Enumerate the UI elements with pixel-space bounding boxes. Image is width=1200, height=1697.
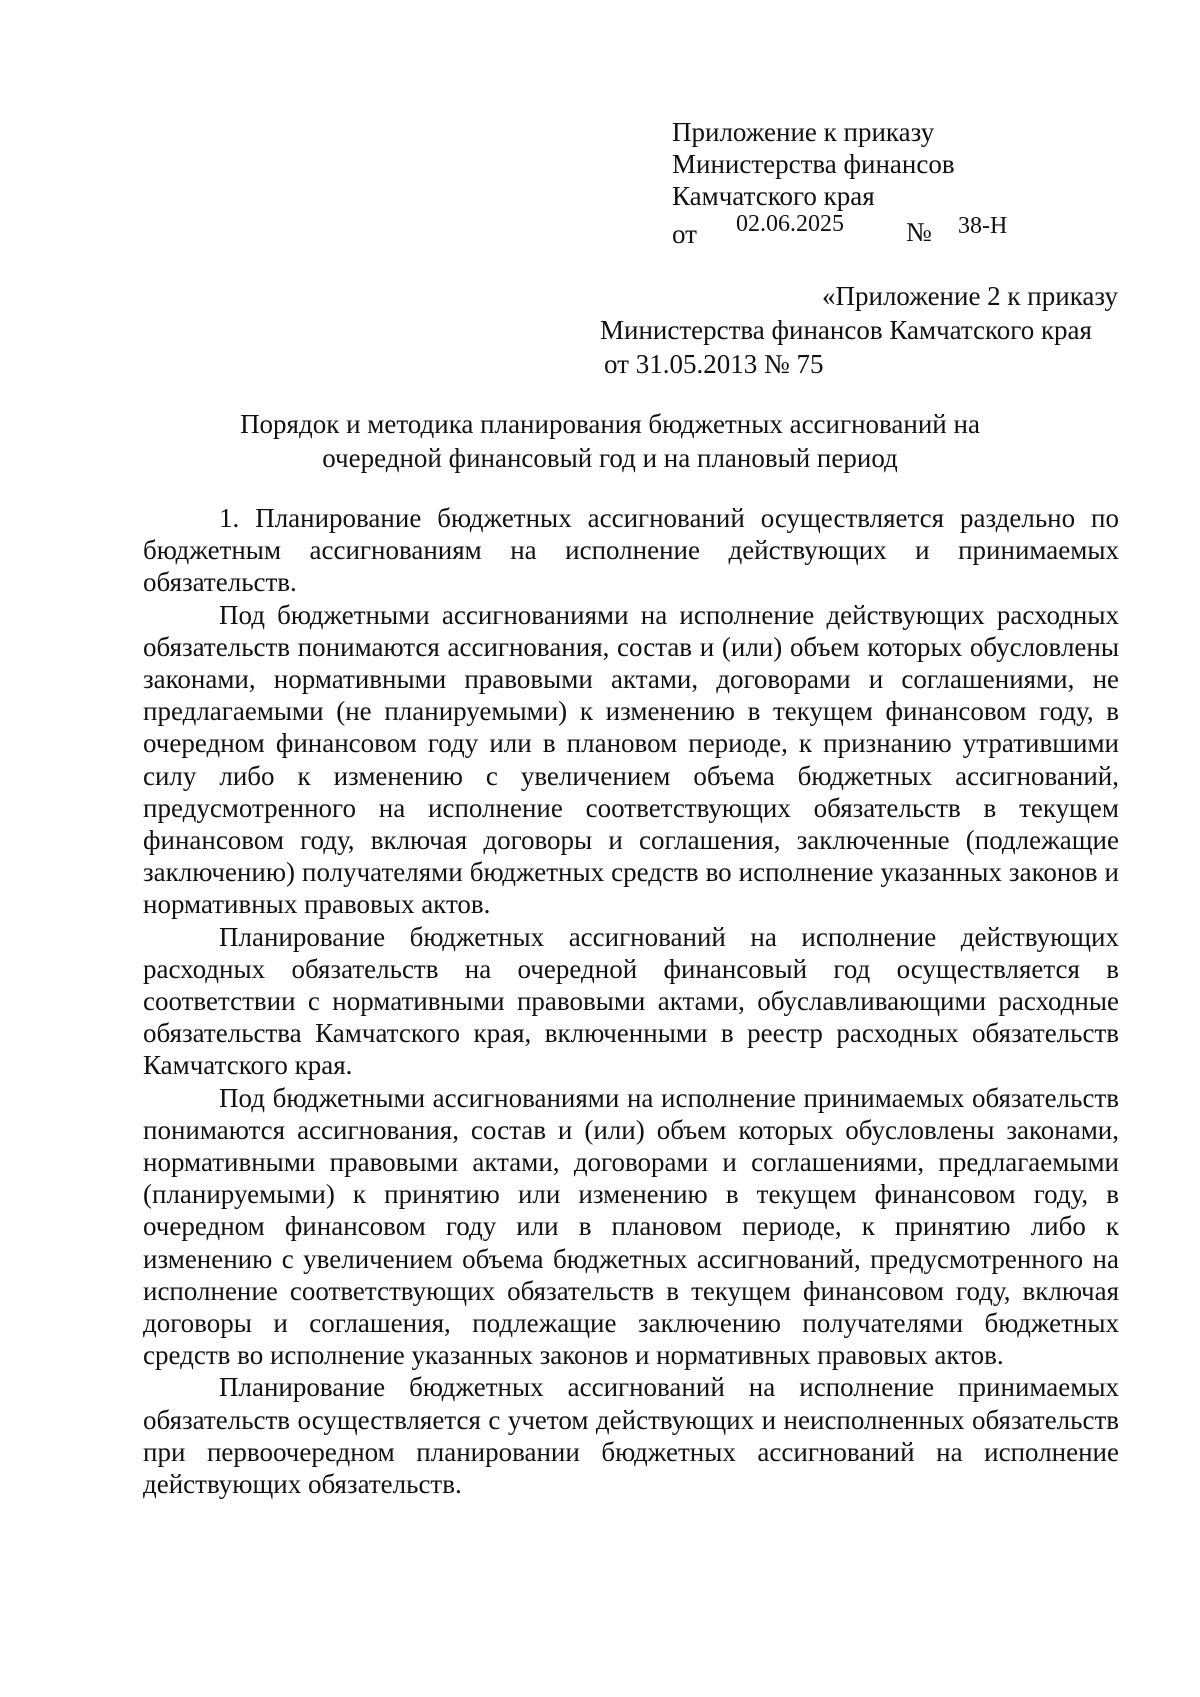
- order-appendix-header: [672, 116, 1092, 212]
- order-date-number-line: [672, 211, 1092, 249]
- header-line-1: Приложение к приказу: [672, 117, 935, 147]
- document-body: [143, 502, 1119, 1500]
- header-line-2: Министерства финансов: [672, 149, 955, 179]
- paragraph-4: Под бюджетными ассигнованиями на исполнение принимаемых обязательств понимаются ассигнования, состав и (или) объем которых обусловлены законами, нормативными правовыми актами, договорами и соглашениями, предлагаемыми (планируемыми) к принятию или изменению в текущем финансовом году, в очередном финансовом году или в плановом периоде, к принятию либо к изменению с увеличением объема бюджетных ассигнований, предусмотренного на исполнение соответствующих обязательств в текущем финансовом году, включая договоры и соглашения, подлежащие заключению получателями бюджетных средств во исполнение указанных законов и нормативных правовых актов.: [143, 1082, 1119, 1371]
- reference-appendix: [560, 279, 1120, 381]
- reference-line-2: Министерства финансов Камчатского края: [600, 315, 1092, 345]
- reference-line-3: от 31.05.2013 № 75: [604, 349, 824, 379]
- reference-line-1: «Приложение 2 к приказу: [822, 281, 1118, 311]
- paragraph-5: Планирование бюджетных ассигнований на исполнение принимаемых обязательств осуществляется с учетом действующих и неисполненных обязательств при первоочередном планировании бюджетных ассигнований на исполнение действующих обязательств.: [143, 1372, 1119, 1500]
- ot-label: от: [672, 219, 697, 249]
- paragraph-3: Планирование бюджетных ассигнований на исполнение действующих расходных обязательств на очередной финансовый год осуществляется в соответствии с нормативными правовыми актами, обуславливающими расходные обязательства Камчатского края, включенными в реестр расходных обязательств Камчатского края.: [143, 921, 1119, 1081]
- order-date: 02.06.2025: [736, 211, 844, 237]
- paragraph-1: 1. Планирование бюджетных ассигнований осуществляется раздельно по бюджетным ассигнованиям на исполнение действующих и принимаемых обязательств.: [143, 503, 1119, 598]
- header-line-3: Камчатского края: [672, 181, 875, 211]
- order-number: 38-Н: [958, 213, 1008, 239]
- title-line-2: очередной финансовый год и на плановый период: [322, 443, 898, 473]
- number-sign: №: [906, 217, 932, 247]
- document-title: [140, 407, 1080, 475]
- paragraph-2: Под бюджетными ассигнованиями на исполнение действующих расходных обязательств понимаются ассигнования, состав и (или) объем которых обусловлены законами, нормативными правовыми актами, договорами и соглашениями, не предлагаемыми (не планируемыми) к изменению в текущем финансовом году, в очередном финансовом году или в плановом периоде, к признанию утратившими силу либо к изменению с увеличением объема бюджетных ассигнований, предусмотренного на исполнение соответствующих обязательств в текущем финансовом году, включая договоры и соглашения, заключенные (подлежащие заключению) получателями бюджетных средств во исполнение указанных законов и нормативных правовых актов.: [143, 599, 1119, 920]
- title-line-1: Порядок и методика планирования бюджетных ассигнований на: [240, 409, 980, 439]
